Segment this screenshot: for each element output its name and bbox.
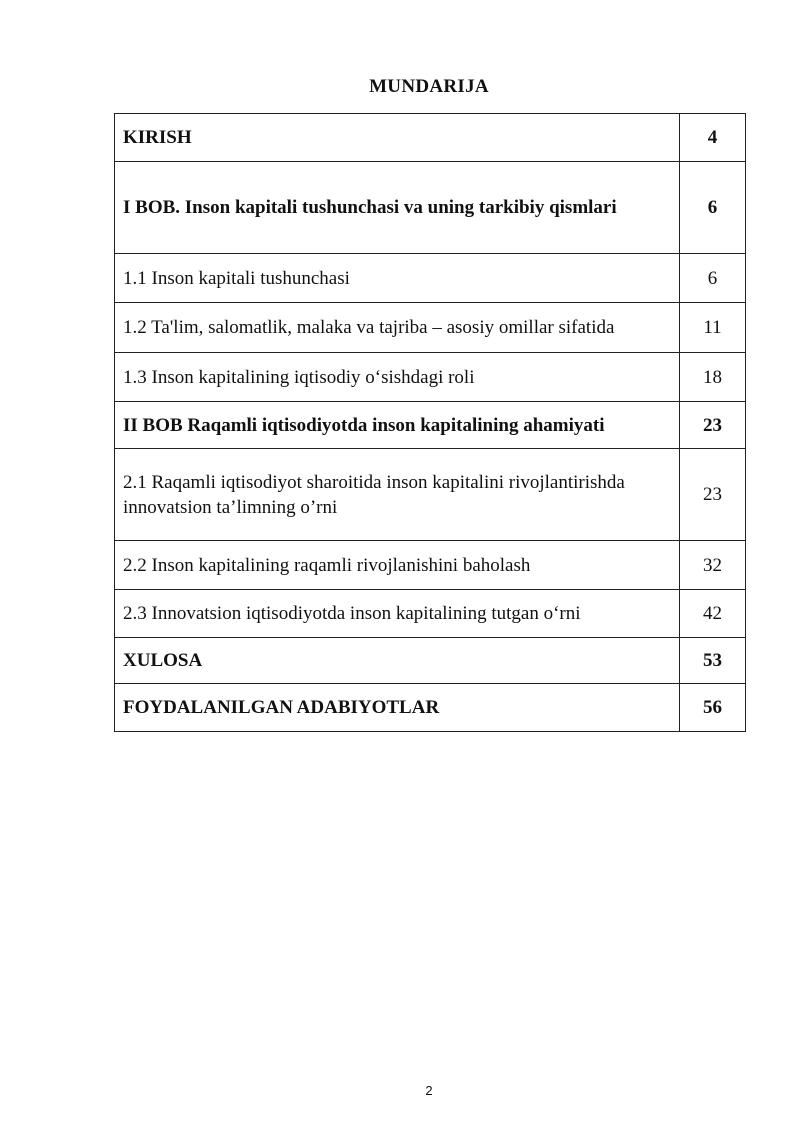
- toc-row: [115, 303, 746, 353]
- toc-entry-title: 1.3 Inson kapitalining iqtisodiy o‘sishdagi roli: [115, 353, 680, 402]
- toc-entry-page: 4: [680, 114, 746, 162]
- toc-entry-page: 56: [680, 684, 746, 732]
- toc-entry-title: 1.2 Ta'lim, salomatlik, malaka va tajriba – asosiy omillar sifatida: [115, 303, 680, 353]
- page-title: MUNDARIJA: [369, 76, 489, 97]
- toc-entry-title: FOYDALANILGAN ADABIYOTLAR: [115, 684, 680, 732]
- toc-row: [115, 590, 746, 638]
- toc-row: [115, 449, 746, 541]
- toc-entry-page: 6: [680, 254, 746, 303]
- toc-entry-title: 2.2 Inson kapitalining raqamli rivojlanishini baholash: [115, 541, 680, 590]
- toc-entry-page: 18: [680, 353, 746, 402]
- toc-entry-page: 53: [680, 638, 746, 684]
- toc-entry-title: KIRISH: [115, 114, 680, 162]
- toc-entry-title: 2.3 Innovatsion iqtisodiyotda inson kapitalining tutgan o‘rni: [115, 590, 680, 638]
- toc-entry-page: 23: [680, 449, 746, 541]
- toc-entry-title: II BOB Raqamli iqtisodiyotda inson kapitalining ahamiyati: [115, 402, 680, 449]
- toc-entry-page: 6: [680, 162, 746, 254]
- toc-row: [115, 353, 746, 402]
- toc-row: [115, 684, 746, 732]
- toc-entry-page: 11: [680, 303, 746, 353]
- toc-entry-page: 32: [680, 541, 746, 590]
- toc-row: [115, 402, 746, 449]
- toc-entry-title: XULOSA: [115, 638, 680, 684]
- page-number: 2: [425, 1083, 433, 1098]
- table-of-contents: [114, 113, 746, 732]
- toc-entry-title: 1.1 Inson kapitali tushunchasi: [115, 254, 680, 303]
- toc-entry-page: 23: [680, 402, 746, 449]
- toc-row: [115, 162, 746, 254]
- toc-row: [115, 541, 746, 590]
- toc-row: [115, 254, 746, 303]
- toc-entry-page: 42: [680, 590, 746, 638]
- toc-entry-title: 2.1 Raqamli iqtisodiyot sharoitida inson kapitalini rivojlantirishda innovatsion ta’limning o’rni: [115, 449, 680, 541]
- toc-row: [115, 114, 746, 162]
- toc-row: [115, 638, 746, 684]
- toc-entry-title: I BOB. Inson kapitali tushunchasi va uning tarkibiy qismlari: [115, 162, 680, 254]
